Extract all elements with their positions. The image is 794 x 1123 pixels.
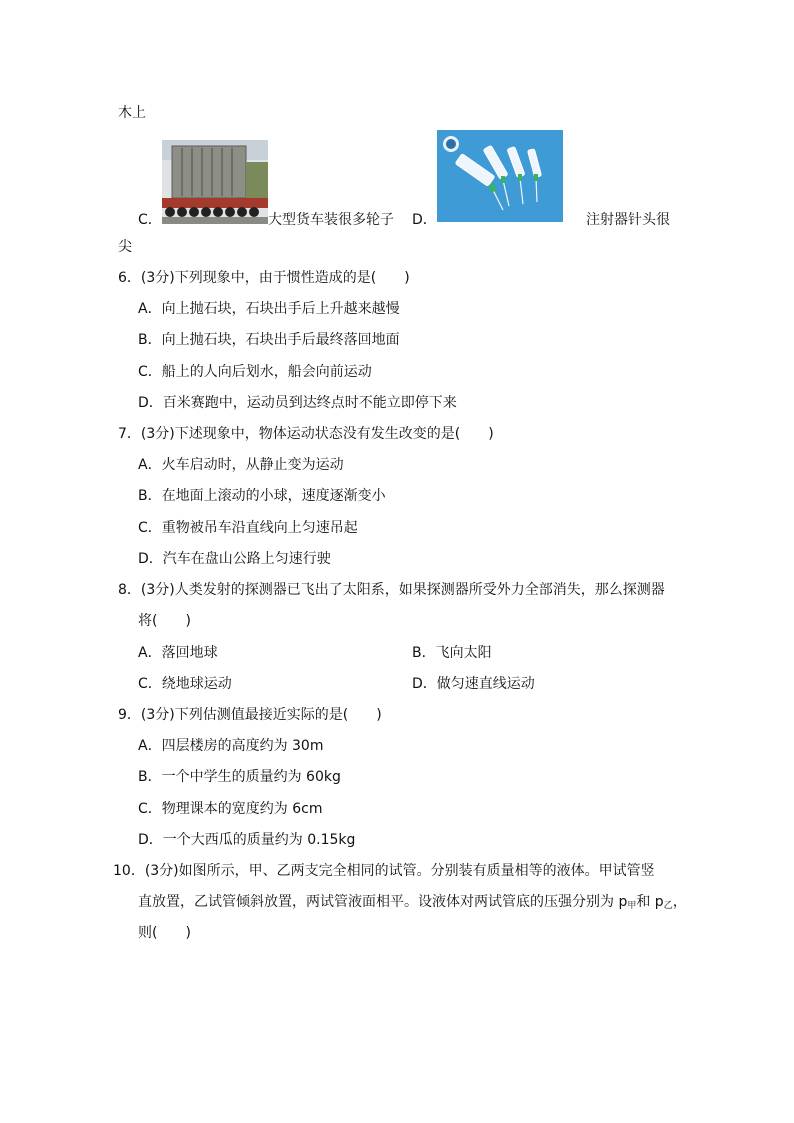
option-d-label: D． (412, 212, 437, 228)
question-10-stem-wrap-text: 直放置，乙试管倾斜放置，两试管液面相平。设液体对两试管底的压强分别为 p (138, 894, 628, 910)
question-6-option-c: C．船上的人向后划水，船会向前运动 (138, 364, 372, 380)
question-8-option-a: A．落回地球 (138, 645, 218, 661)
question-7-option-d: D．汽车在盘山公路上匀速行驶 (138, 551, 331, 567)
question-6-option-b: B．向上抛石块，石块出手后最终落回地面 (138, 332, 400, 348)
question-10-stem-wrap-2: 则( ) (138, 925, 191, 941)
subscript-jia: 甲 (627, 901, 637, 911)
truck-photo (162, 140, 268, 224)
question-6-stem: 6．(3分)下列现象中，由于惯性造成的是( ) (118, 270, 410, 286)
question-9-option-d: D．一个大西瓜的质量约为 0.15kg (138, 832, 356, 848)
question-8-option-c: C．绕地球运动 (138, 676, 232, 692)
option-c-text: 大型货车装很多轮子 (268, 212, 394, 228)
continued-text: 木上 (118, 105, 146, 121)
question-6-option-d: D．百米赛跑中，运动员到达终点时不能立即停下来 (138, 395, 457, 411)
question-8-option-d: D．做匀速直线运动 (412, 676, 535, 692)
question-7-option-c: C．重物被吊车沿直线向上匀速吊起 (138, 520, 358, 536)
question-10-stem-end: ， (672, 894, 687, 910)
question-8-option-b: B．飞向太阳 (412, 645, 492, 661)
syringe-photo (437, 130, 563, 222)
question-8-stem: 8．(3分)人类发射的探测器已飞出了太阳系，如果探测器所受外力全部消失，那么探测器 (118, 582, 665, 598)
option-d-text-wrap: 尖 (118, 239, 132, 255)
question-10-stem: 10．(3分)如图所示，甲、乙两支完全相同的试管。分别装有质量相等的液体。甲试管竖 (113, 863, 655, 879)
question-9-stem: 9．(3分)下列估测值最接近实际的是( ) (118, 707, 382, 723)
question-9-option-c: C．物理课本的宽度约为 6cm (138, 801, 323, 817)
question-10-stem-wrap (138, 892, 687, 916)
question-7-stem: 7．(3分)下述现象中，物体运动状态没有发生改变的是( ) (118, 426, 494, 442)
question-7-option-a: A．火车启动时，从静止变为运动 (138, 457, 344, 473)
question-10-stem-mid: 和 p (636, 894, 664, 910)
question-9-option-b: B．一个中学生的质量约为 60kg (138, 769, 341, 785)
option-d-text: 注射器针头很 (586, 212, 670, 228)
question-7-option-b: B．在地面上滚动的小球，速度逐渐变小 (138, 488, 386, 504)
question-6-option-a: A．向上抛石块，石块出手后上升越来越慢 (138, 301, 400, 317)
option-c-label: C． (138, 212, 162, 228)
question-9-option-a: A．四层楼房的高度约为 30m (138, 738, 324, 754)
subscript-yi: 乙 (663, 901, 673, 911)
question-8-stem-wrap: 将( ) (138, 613, 191, 629)
